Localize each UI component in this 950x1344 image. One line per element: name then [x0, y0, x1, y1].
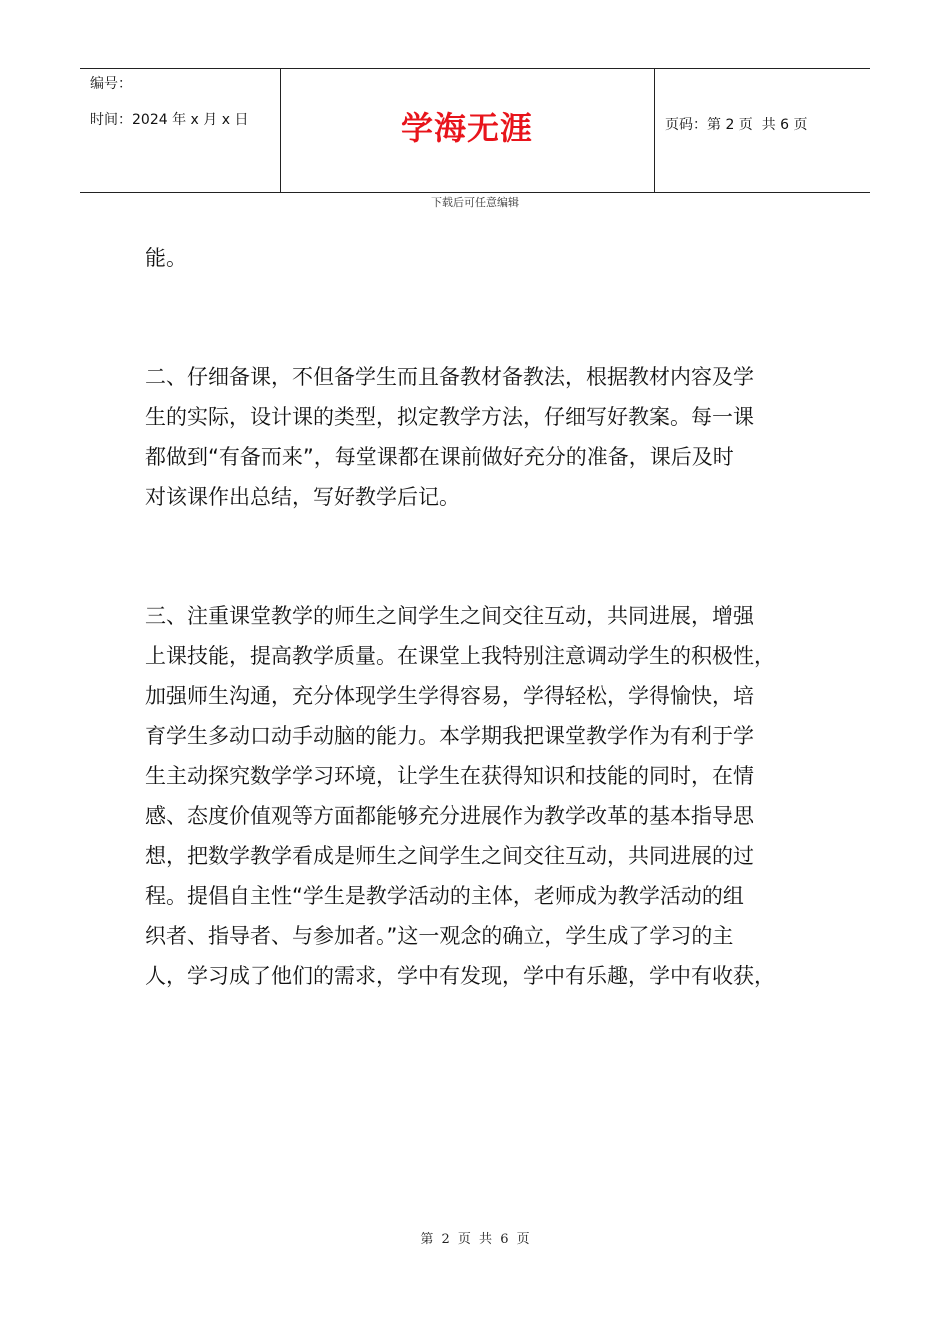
text-line: 三、注重课堂教学的师生之间学生之间交往互动，共同进展，增强	[145, 604, 754, 628]
text-line: 二、仔细备课，不但备学生而且备教材备教法，根据教材内容及学	[145, 365, 754, 389]
document-number-label: 编号：	[90, 76, 132, 92]
header-title-cell	[280, 69, 655, 192]
edit-note: 下载后可任意编辑	[431, 196, 519, 209]
text-line: 能。	[145, 246, 187, 270]
paragraph-three	[145, 596, 810, 996]
header-right-cell	[655, 69, 870, 192]
text-line: 生的实际，设计课的类型，拟定教学方法，仔细写好教案。每一课	[145, 405, 754, 429]
document-date-label: 时间：2024 年 x 月 x 日	[90, 112, 249, 128]
text-line: 织者、指导者、与参加者。”这一观念的确立，学生成了学习的主	[145, 924, 734, 948]
text-line: 感、态度价值观等方面都能够充分进展作为教学改革的基本指导思	[145, 804, 754, 828]
text-line: 上课技能，提高教学质量。在课堂上我特别注意调动学生的积极性，	[145, 644, 775, 668]
text-line: 想，把数学教学看成是师生之间学生之间交往互动，共同进展的过	[145, 844, 754, 868]
document-body	[145, 238, 810, 996]
text-line: 加强师生沟通，充分体现学生学得容易，学得轻松，学得愉快，培	[145, 684, 754, 708]
text-line: 生主动探究数学学习环境，让学生在获得知识和技能的同时，在情	[145, 764, 754, 788]
text-line: 都做到“有备而来”，每堂课都在课前做好充分的准备，课后及时	[145, 445, 734, 469]
header-page-label: 页码：第 2 页 共 6 页	[665, 117, 808, 133]
paragraph-two	[145, 357, 810, 517]
text-line: 育学生多动口动手动脑的能力。本学期我把课堂教学作为有利于学	[145, 724, 754, 748]
text-line: 对该课作出总结，写好教学后记。	[145, 485, 460, 509]
header-title: 学海无涯	[400, 109, 533, 147]
text-line: 人，学习成了他们的需求，学中有发现，学中有乐趣，学中有收获，	[145, 964, 775, 988]
text-line: 程。提倡自主性“学生是教学活动的主体，老师成为教学活动的组	[145, 884, 744, 908]
page-header	[80, 68, 870, 193]
page-footer: 第 2 页 共 6 页	[420, 1232, 530, 1247]
header-left-cell	[80, 69, 281, 192]
paragraph-continuation	[145, 238, 810, 278]
